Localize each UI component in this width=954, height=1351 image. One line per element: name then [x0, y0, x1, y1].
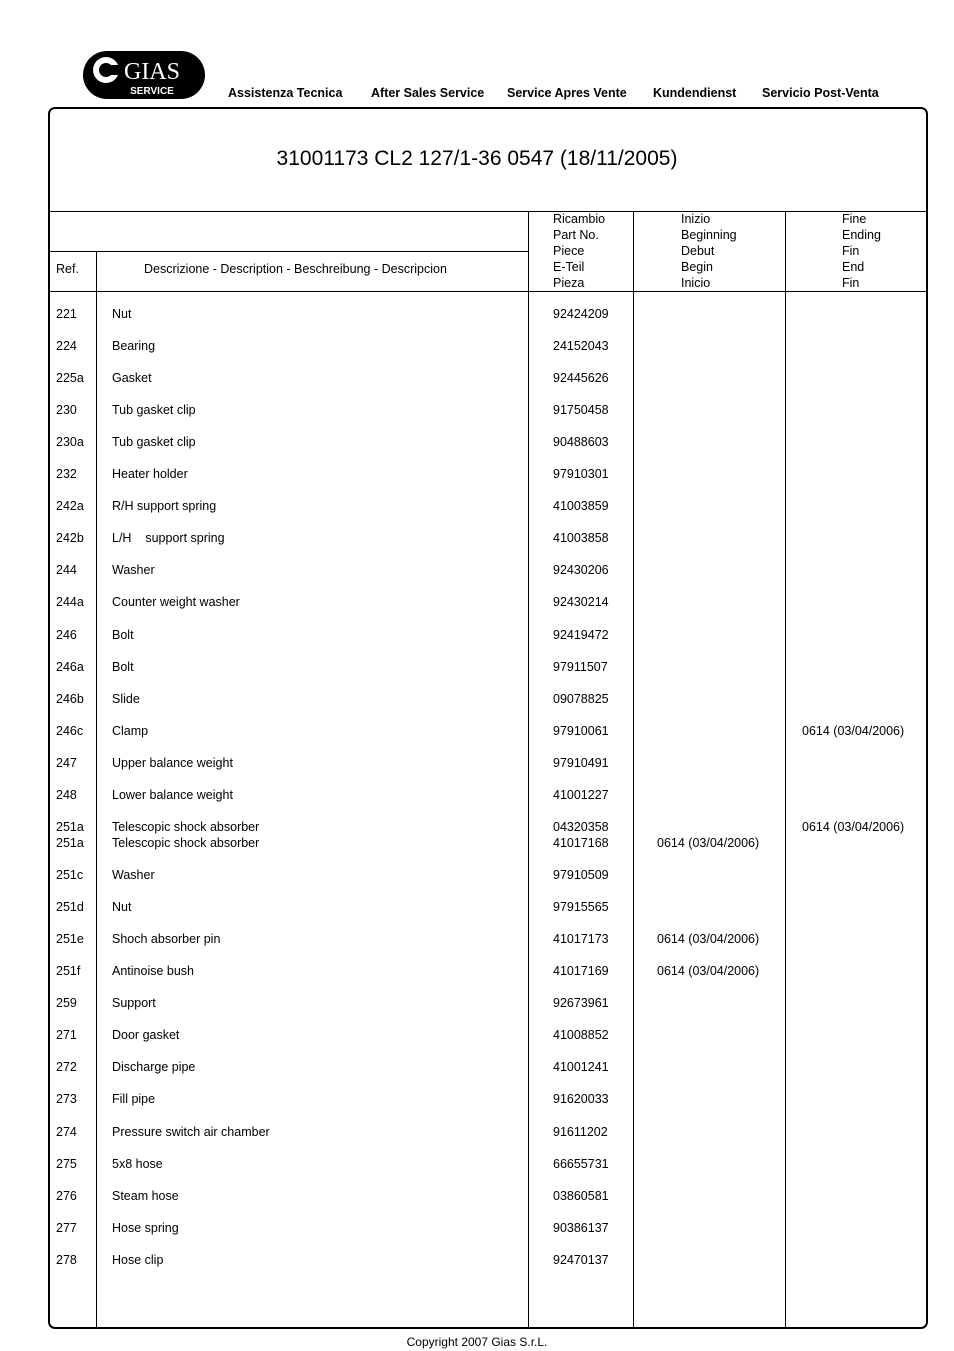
service-heading-de: Kundendienst [653, 86, 737, 100]
row-description: Support [112, 996, 156, 1010]
row-description: Heater holder [112, 467, 188, 481]
row-description: Pressure switch air chamber [112, 1125, 270, 1139]
logo-text: GIAS [123, 59, 181, 85]
row-description: Door gasket [112, 1028, 180, 1042]
begin-header-line: Inicio [681, 276, 711, 290]
row-part-number: 91750458 [553, 403, 609, 417]
row-description: Upper balance weight [112, 756, 233, 770]
row-ref: 272 [56, 1060, 77, 1074]
row-description: Shoch absorber pin [112, 932, 221, 946]
row-ref: 224 [56, 339, 77, 353]
row-part-number: 97910061 [553, 724, 609, 738]
row-ref: 251a [56, 820, 84, 834]
row-part-number: 41003858 [553, 531, 609, 545]
row-description: L/H support spring [112, 531, 225, 545]
part-header-line: Ricambio [553, 212, 606, 226]
service-heading-en: After Sales Service [371, 86, 485, 100]
part-header-line: Pieza [553, 276, 585, 290]
row-part-number: 03860581 [553, 1189, 609, 1203]
row-description: R/H support spring [112, 499, 217, 513]
row-description: Discharge pipe [112, 1060, 196, 1074]
row-part-number: 97911507 [553, 660, 608, 674]
part-column-divider [633, 211, 634, 1329]
row-description: Bearing [112, 339, 156, 353]
end-header-line: Fin [842, 244, 860, 258]
row-ref: 259 [56, 996, 77, 1010]
row-part-number: 97910509 [553, 868, 609, 882]
part-header-line: Part No. [553, 228, 599, 242]
row-part-number: 09078825 [553, 692, 609, 706]
row-ref: 221 [56, 307, 77, 321]
ref-column-header: Ref. [56, 262, 79, 276]
row-part-number: 97910301 [553, 467, 609, 481]
row-description: Tub gasket clip [112, 435, 196, 449]
row-begin-serial: 0614 (03/04/2006) [657, 836, 760, 850]
header-bottom-rule [49, 291, 928, 292]
row-ref: 251e [56, 932, 84, 946]
row-part-number: 92419472 [553, 628, 609, 642]
row-ref: 244 [56, 563, 77, 577]
service-heading-it: Assistenza Tecnica [228, 86, 343, 100]
description-column-header: Descrizione - Description - Beschreibung - Descripcion [144, 262, 447, 276]
row-description: Telescopic shock absorber [112, 836, 260, 850]
row-part-number: 41008852 [553, 1028, 609, 1042]
row-begin-serial: 0614 (03/04/2006) [657, 932, 760, 946]
begin-column-divider [785, 211, 786, 1329]
part-header-line: E-Teil [553, 260, 585, 274]
row-part-number: 92430214 [553, 595, 609, 609]
row-part-number: 92445626 [553, 371, 609, 385]
row-ref: 242b [56, 531, 84, 545]
row-end-serial: 0614 (03/04/2006) [802, 724, 905, 738]
row-ref: 271 [56, 1028, 77, 1042]
row-description: Gasket [112, 371, 152, 385]
row-part-number: 41001227 [553, 788, 609, 802]
row-ref: 278 [56, 1253, 77, 1267]
row-part-number: 97915565 [553, 900, 609, 914]
row-part-number: 97910491 [553, 756, 609, 770]
row-begin-serial: 0614 (03/04/2006) [657, 964, 760, 978]
document-title: 31001173 CL2 127/1-36 0547 (18/11/2005) [276, 147, 678, 170]
row-part-number: 66655731 [553, 1157, 609, 1171]
row-part-number: 24152043 [553, 339, 609, 353]
row-description: Steam hose [112, 1189, 179, 1203]
row-ref: 247 [56, 756, 77, 770]
begin-header-line: Debut [681, 244, 715, 258]
row-ref: 251d [56, 900, 84, 914]
row-part-number: 91620033 [553, 1092, 609, 1106]
row-description: Telescopic shock absorber [112, 820, 260, 834]
row-ref: 225a [56, 371, 84, 385]
row-part-number: 92424209 [553, 307, 609, 321]
row-part-number: 41017169 [553, 964, 609, 978]
row-part-number: 90386137 [553, 1221, 609, 1235]
row-description: Clamp [112, 724, 149, 738]
row-part-number: 92470137 [553, 1253, 609, 1267]
begin-header-line: Inizio [681, 212, 711, 226]
part-header-line: Piece [553, 244, 585, 258]
row-part-number: 90488603 [553, 435, 609, 449]
end-header-line: Fin [842, 276, 860, 290]
row-description: Slide [112, 692, 140, 706]
row-part-number: 04320358 [553, 820, 609, 834]
row-description: Hose clip [112, 1253, 164, 1267]
row-ref: 251f [56, 964, 81, 978]
row-description: 5x8 hose [112, 1157, 163, 1171]
row-part-number: 41003859 [553, 499, 609, 513]
row-description: Bolt [112, 660, 134, 674]
row-description: Counter weight washer [112, 595, 240, 609]
row-description: Nut [112, 307, 132, 321]
row-ref: 230a [56, 435, 84, 449]
row-ref: 246a [56, 660, 84, 674]
row-ref: 242a [56, 499, 84, 513]
row-ref: 246 [56, 628, 77, 642]
logo-subtext: SERVICE [130, 86, 174, 97]
row-ref: 246c [56, 724, 84, 738]
row-description: Fill pipe [112, 1092, 156, 1106]
row-description: Hose spring [112, 1221, 179, 1235]
header-top-rule [49, 211, 928, 212]
row-ref: 246b [56, 692, 84, 706]
row-description: Tub gasket clip [112, 403, 196, 417]
row-end-serial: 0614 (03/04/2006) [802, 820, 905, 834]
row-part-number: 41017168 [553, 836, 609, 850]
row-description: Lower balance weight [112, 788, 233, 802]
row-ref: 273 [56, 1092, 77, 1106]
service-heading-es: Servicio Post-Venta [762, 86, 879, 100]
copyright-footer: Copyright 2007 Gias S.r.L. [406, 1335, 548, 1349]
row-part-number: 92673961 [553, 996, 609, 1010]
end-header-line: Ending [842, 228, 881, 242]
row-ref: 275 [56, 1157, 77, 1171]
header-mid-rule [49, 251, 529, 252]
end-header-line: Fine [842, 212, 867, 226]
row-ref: 276 [56, 1189, 77, 1203]
row-ref: 277 [56, 1221, 77, 1235]
ref-column-divider [96, 251, 97, 1329]
begin-header-line: Beginning [681, 228, 737, 242]
row-part-number: 92430206 [553, 563, 609, 577]
row-description: Nut [112, 900, 132, 914]
row-ref: 232 [56, 467, 77, 481]
row-description: Washer [112, 868, 155, 882]
description-column-divider [528, 211, 529, 1329]
row-ref: 251a [56, 836, 84, 850]
row-ref: 251c [56, 868, 84, 882]
row-part-number: 41017173 [553, 932, 609, 946]
row-description: Antinoise bush [112, 964, 195, 978]
row-description: Bolt [112, 628, 134, 642]
end-header-line: End [842, 260, 865, 274]
row-ref: 230 [56, 403, 77, 417]
service-heading-fr: Service Apres Vente [507, 86, 627, 100]
row-ref: 248 [56, 788, 77, 802]
row-ref: 274 [56, 1125, 77, 1139]
row-description: Washer [112, 563, 155, 577]
gias-service-logo [82, 50, 206, 100]
row-part-number: 41001241 [553, 1060, 609, 1074]
begin-header-line: Begin [681, 260, 713, 274]
row-ref: 244a [56, 595, 84, 609]
row-part-number: 91611202 [553, 1125, 608, 1139]
